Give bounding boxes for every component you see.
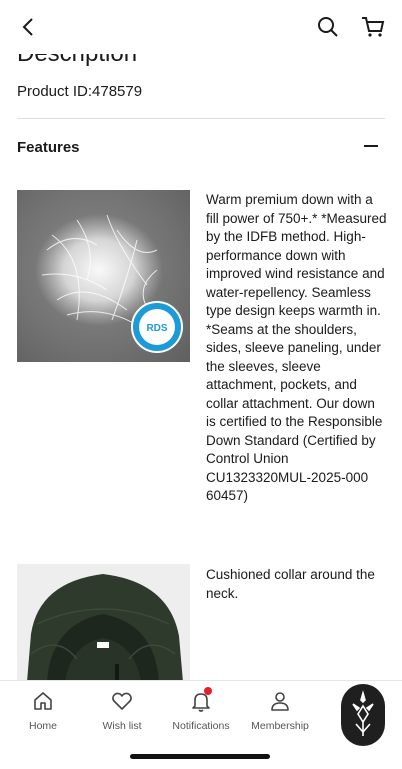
heart-icon: [83, 689, 161, 713]
down-feathers-image: [17, 190, 190, 362]
nav-membership[interactable]: [241, 689, 319, 732]
chevron-left-icon[interactable]: [14, 12, 44, 42]
product-id: Product ID:478579: [17, 83, 143, 100]
app-logo-icon: [348, 690, 378, 740]
feature-image-collar: [17, 564, 190, 680]
home-indicator: [130, 754, 270, 759]
nav-wishlist[interactable]: [83, 689, 161, 732]
features-accordion-header[interactable]: [17, 137, 385, 157]
nav-home[interactable]: [4, 689, 82, 732]
rds-badge-text: RDS: [146, 323, 168, 334]
minus-icon[interactable]: [363, 137, 379, 155]
nav-wishlist-label: Wish list: [102, 720, 142, 732]
features-label: Features: [17, 139, 80, 156]
rds-badge: [132, 302, 182, 352]
floating-app-button[interactable]: [341, 684, 385, 746]
feature-text-down: Warm premium down with a fill power of 750+.* *Measured by the IDFB method. High-performance down with improved wind resistance and water-repellency. Seamless type design keeps warmth in. *Seams at the shoulders, sides, sleeve paneling, under the sleeves, sleeve attachment, pockets, and collar attachment. Our down is certified to the Responsible Down Standard (Certified by Control Union CU1323320MUL-2025-000 60457): [206, 192, 387, 503]
top-app-bar: [0, 0, 402, 54]
hooded-jacket-image: [17, 564, 190, 680]
cart-icon[interactable]: [358, 12, 388, 42]
divider: [17, 118, 385, 119]
nav-notifications[interactable]: [162, 689, 240, 732]
nav-home-label: Home: [28, 720, 57, 732]
notification-dot: [204, 687, 212, 695]
nav-notifications-label: Notifications: [172, 720, 230, 732]
bell-icon: [162, 689, 240, 713]
feature-image-down: [17, 190, 190, 362]
feature-text-collar: Cushioned collar around the neck.: [206, 567, 375, 601]
nav-membership-label: Membership: [251, 720, 309, 732]
search-icon[interactable]: [313, 12, 343, 42]
person-icon: [241, 689, 319, 713]
home-icon: [4, 689, 82, 713]
